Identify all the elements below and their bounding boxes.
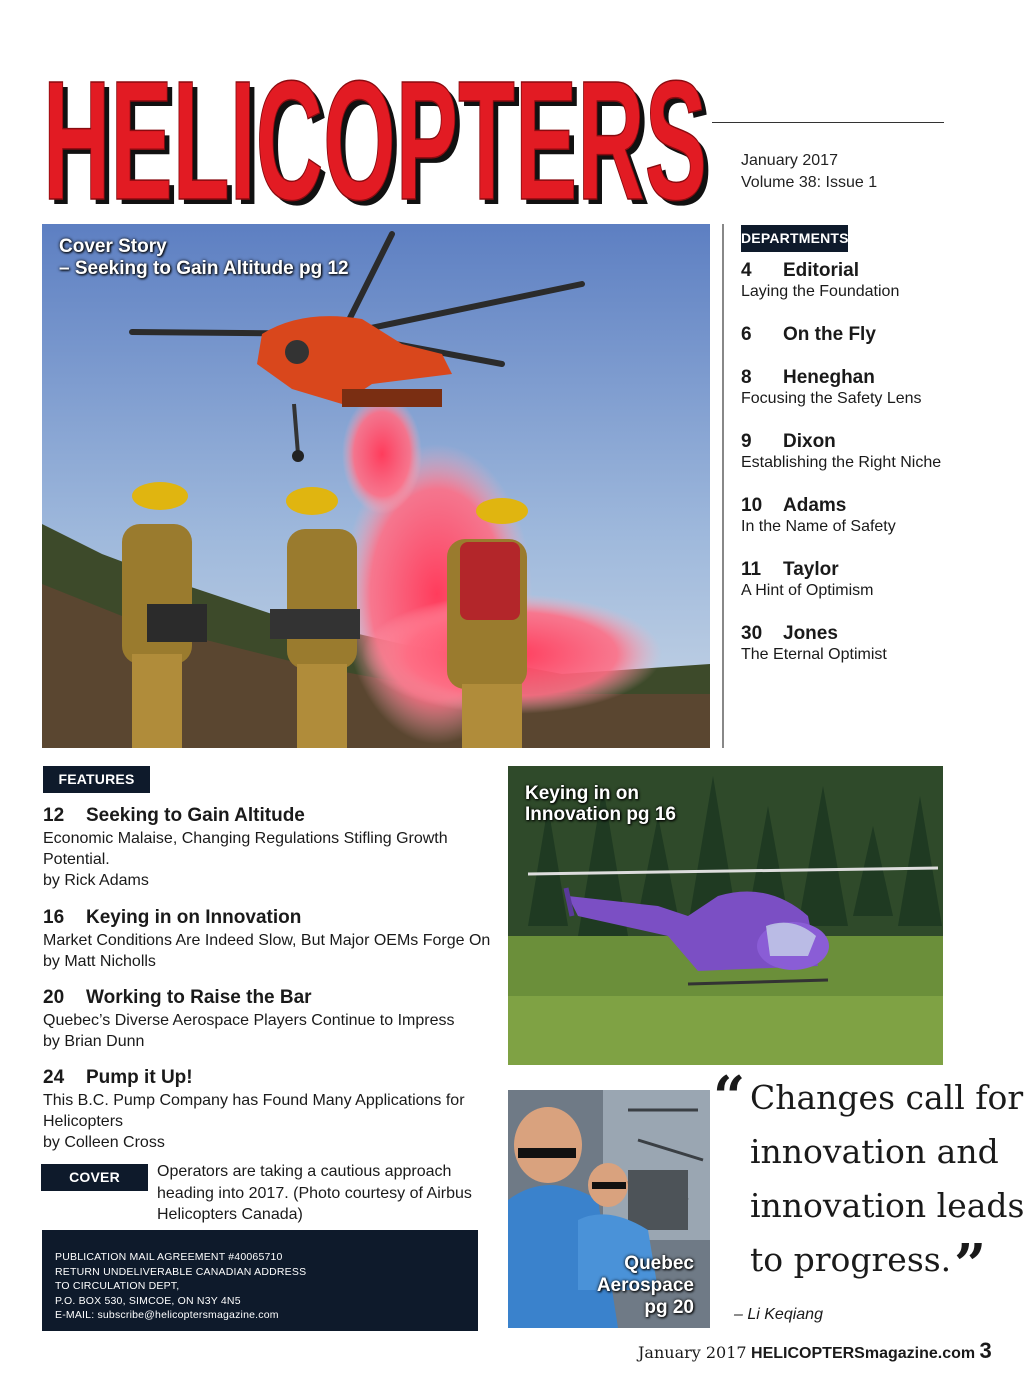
keying-caption-line2[interactable]: Innovation pg 16 [525,804,676,825]
mail-agreement: PUBLICATION MAIL AGREEMENT #40065710 [55,1251,283,1263]
departments-tag: DEPARTMENTS [741,225,848,252]
features-tag: FEATURES [43,766,150,793]
feature-byline: by Matt Nicholls [43,953,156,970]
quebec-caption-line2: Aerospace [596,1275,694,1296]
dept-desc: Laying the Foundation [741,283,900,300]
feature-byline: by Brian Dunn [43,1033,145,1050]
masthead-rule [712,122,944,123]
mail-dept: TO CIRCULATION DEPT, [55,1280,180,1292]
feature-desc: Economic Malaise, Changing Regulations Stifling Growth Potential. by Rick Adams [43,828,493,891]
keying-caption-line1: Keying in on [525,783,639,804]
column-divider [722,224,724,748]
feature-page: 24 [43,1067,65,1088]
mail-email[interactable]: E-MAIL: subscribe@helicoptersmagazine.com [55,1309,279,1321]
dept-page: 8 [741,367,752,388]
masthead-shadow: HELICOPTERS [48,58,712,208]
feature-desc: This B.C. Pump Company has Found Many Applications for Helicopters by Colleen Cross [43,1090,493,1153]
dept-title: Jones [783,623,838,644]
dept-title: On the Fly [783,324,876,345]
quote-line-3: innovation leads [750,1186,1024,1225]
dept-page: 4 [741,260,752,281]
feature-byline: by Rick Adams [43,872,149,889]
issue-date: January 2017 [741,152,838,169]
dept-desc: Focusing the Safety Lens [741,390,922,407]
page-footer [638,1338,992,1364]
quote-line-2: innovation and [750,1132,999,1171]
dept-desc: A Hint of Optimism [741,582,874,599]
cover-tag: COVER [41,1164,148,1191]
issue-volume: Volume 38: Issue 1 [741,174,878,191]
quote-line-1: Changes call for [750,1078,1024,1117]
feature-page: 16 [43,907,65,928]
feature-title: Seeking to Gain Altitude [86,805,305,826]
dept-title: Taylor [783,559,839,580]
dept-page: 10 [741,495,763,516]
feature-desc: Market Conditions Are Indeed Slow, But Major OEMs Forge On by Matt Nicholls [43,930,493,972]
page-number: 3 [979,1338,992,1363]
quebec-caption-line1: Quebec [624,1253,694,1274]
dept-title: Dixon [783,431,836,452]
dept-page: 11 [741,559,762,580]
feature-desc: Quebec’s Diverse Aerospace Players Continue to Impress by Brian Dunn [43,1010,493,1052]
cover-story-title[interactable]: – Seeking to Gain Altitude pg 12 [59,258,349,279]
quote-open-icon: “ [713,1064,746,1130]
cover-caption: Operators are taking a cautious approach heading into 2017. (Photo courtesy of Airbus Helicopters Canada) [157,1163,472,1223]
publication-mail-box [42,1230,478,1331]
feature-page: 12 [43,805,65,826]
footer-date: January 2017 [638,1343,747,1362]
feature-title: Working to Raise the Bar [86,987,312,1008]
dept-title: Editorial [783,260,860,281]
feature-byline: by Colleen Cross [43,1134,165,1151]
feature-title: Pump it Up! [86,1067,193,1088]
quote-close-icon: ” [954,1232,987,1298]
feature-page: 20 [43,987,65,1008]
quebec-caption-line3[interactable]: pg 20 [644,1297,694,1318]
quote-attribution: – Li Keqiang [734,1306,823,1323]
dept-desc: In the Name of Safety [741,518,896,535]
dept-desc: Establishing the Right Niche [741,454,942,471]
dept-title: Adams [783,495,847,516]
dept-title: Heneghan [783,367,875,388]
mail-address: P.O. BOX 530, SIMCOE, ON N3Y 4N5 [55,1294,241,1307]
masthead-title: HELICOPTERS [43,58,707,208]
magazine-masthead [42,58,714,208]
dept-desc: The Eternal Optimist [741,646,887,663]
mail-return: RETURN UNDELIVERABLE CANADIAN ADDRESS [55,1265,307,1278]
dept-page: 30 [741,623,763,644]
footer-site[interactable]: HELICOPTERSmagazine.com [751,1345,976,1362]
feature-title: Keying in on Innovation [86,907,302,928]
dept-page: 6 [741,324,752,345]
cover-photo [42,224,710,748]
quote-line-4: to progress. [750,1240,952,1279]
cover-story-label: Cover Story [59,236,167,257]
dept-page: 9 [741,431,752,452]
